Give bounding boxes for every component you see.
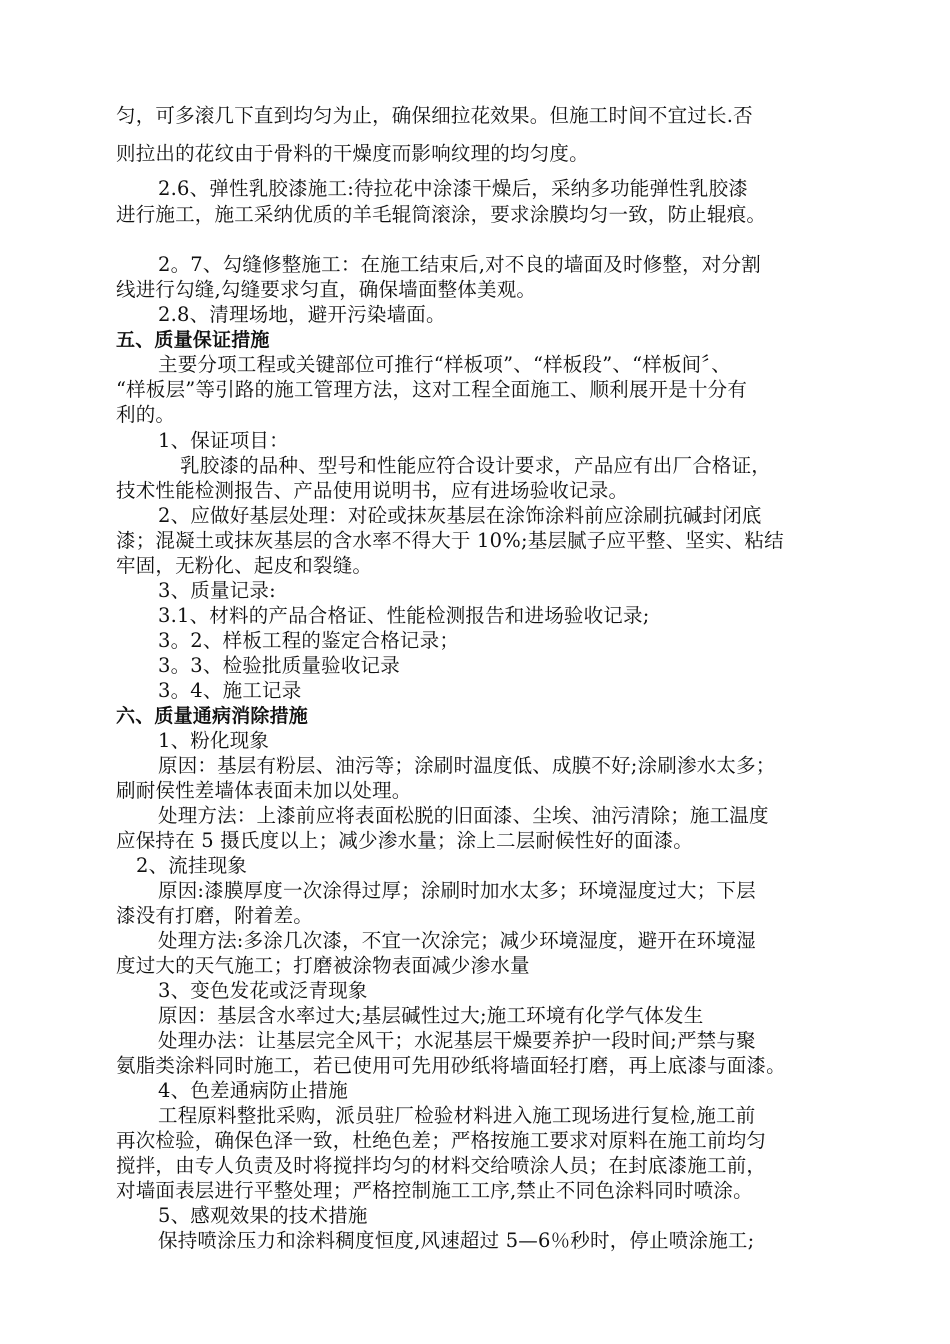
- text-line: 应保持在 5 摄氏度以上；减少渗水量；涂上二层耐候性好的面漆。: [116, 829, 694, 852]
- text-line: 漆没有打磨，附着差。: [116, 904, 314, 927]
- text-line: 1、保证项目：: [158, 429, 289, 452]
- text-line: 4、色差通病防止措施: [158, 1079, 348, 1102]
- text-line: 技术性能检测报告、产品使用说明书，应有进场验收记录。: [116, 479, 629, 502]
- text-line: 再次检验，确保色泽一致，杜绝色差；严格按施工要求对原料在施工前均匀: [116, 1129, 767, 1152]
- text-line: 处理方法:多涂几次漆，不宜一次涂完；减少环境湿度，避开在环境湿: [158, 929, 756, 952]
- text-line: 牢固，无粉化、起皮和裂缝。: [116, 554, 373, 577]
- text-line: 保持喷涂压力和涂料稠度恒度,风速超过 5—6％秒时，停止喷涂施工;: [158, 1229, 755, 1252]
- text-line: 3。2、样板工程的鉴定合格记录；: [158, 629, 460, 652]
- text-line: 刷耐侯性差墙体表面未加以处理。: [116, 779, 412, 802]
- text-line: 对墙面表层进行平整处理；严格控制施工工序,禁止不同色涂料同时喷涂。: [116, 1179, 753, 1202]
- text-line: 3。4、施工记录: [158, 679, 302, 702]
- text-line: 2。7、勾缝修整施工：在施工结束后,对不良的墙面及时修整，对分割: [158, 253, 761, 276]
- text-line: 处理办法：让基层完全风干；水泥基层干燥要养护一段时间;严禁与聚: [158, 1029, 756, 1052]
- text-line: 2.6、弹性乳胶漆施工:待拉花中涂漆干燥后，采纳多功能弹性乳胶漆: [158, 177, 748, 200]
- text-line: 5、感观效果的技术措施: [158, 1204, 368, 1227]
- text-line: 漆；混凝土或抹灰基层的含水率不得大于 10%;基层腻子应平整、坚实、粘结: [116, 529, 784, 552]
- section-heading: 六、质量通病消除措施: [116, 705, 309, 727]
- text-line: “样板层”等引路的施工管理方法，这对工程全面施工、顺利展开是十分有: [116, 378, 748, 401]
- text-line: 2.8、清理场地，避开污染墙面。: [158, 303, 446, 326]
- section-heading: 五、质量保证措施: [116, 329, 270, 351]
- text-line: 3、变色发花或泛青现象: [158, 979, 368, 1002]
- text-line: 处理方法：上漆前应将表面松脱的旧面漆、尘埃、油污清除；施工温度: [158, 804, 769, 827]
- text-line: 3。3、检验批质量验收记录: [158, 654, 400, 677]
- text-line: 2、应做好基层处理：对砼或抹灰基层在涂饰涂料前应涂刷抗碱封闭底: [158, 504, 762, 527]
- text-line: 线进行勾缝,勾缝要求匀直，确保墙面整体美观。: [116, 278, 537, 301]
- text-line: 3、质量记录:: [158, 579, 276, 602]
- text-line: 1、粉化现象: [158, 729, 270, 752]
- text-line: 进行施工，施工采纳优质的羊毛辊筒滚涂，要求涂膜均匀一致，防止辊痕。: [116, 203, 767, 226]
- text-line: 则拉出的花纹由于骨料的干燥度而影响纹理的均匀度。: [116, 142, 589, 165]
- text-line: 度过大的天气施工；打磨被涂物表面减少渗水量: [116, 954, 530, 977]
- text-line: 2、流挂现象: [136, 854, 248, 877]
- text-line: 原因：基层有粉层、油污等；涂刷时温度低、成膜不好;涂刷渗水太多；: [158, 754, 776, 777]
- text-line: 利的。: [116, 403, 176, 426]
- text-line: 乳胶漆的品种、型号和性能应符合设计要求，产品应有出厂合格证，: [180, 454, 772, 477]
- text-line: 氨脂类涂料同时施工，若已使用可先用砂纸将墙面轻打磨，再上底漆与面漆。: [116, 1054, 786, 1077]
- text-line: 工程原料整批采购，派员驻厂检验材料进入施工现场进行复检,施工前: [158, 1104, 756, 1127]
- text-line: 匀，可多滚几下直到均匀为止，确保细拉花效果。但施工时间不宜过长.否: [116, 104, 753, 127]
- text-line: 主要分项工程或关键部位可推行“样板项”、“样板段”、“样板间〞、: [158, 353, 731, 376]
- text-line: 3.1、材料的产品合格证、性能检测报告和进场验收记录;: [158, 604, 650, 627]
- text-line: 原因:漆膜厚度一次涂得过厚；涂刷时加水太多；环境湿度过大；下层: [158, 879, 756, 902]
- text-line: 原因：基层含水率过大;基层碱性过大;施工环境有化学气体发生: [158, 1004, 704, 1027]
- text-line: 搅拌，由专人负责及时将搅拌均匀的材料交给喷涂人员；在封底漆施工前，: [116, 1154, 767, 1177]
